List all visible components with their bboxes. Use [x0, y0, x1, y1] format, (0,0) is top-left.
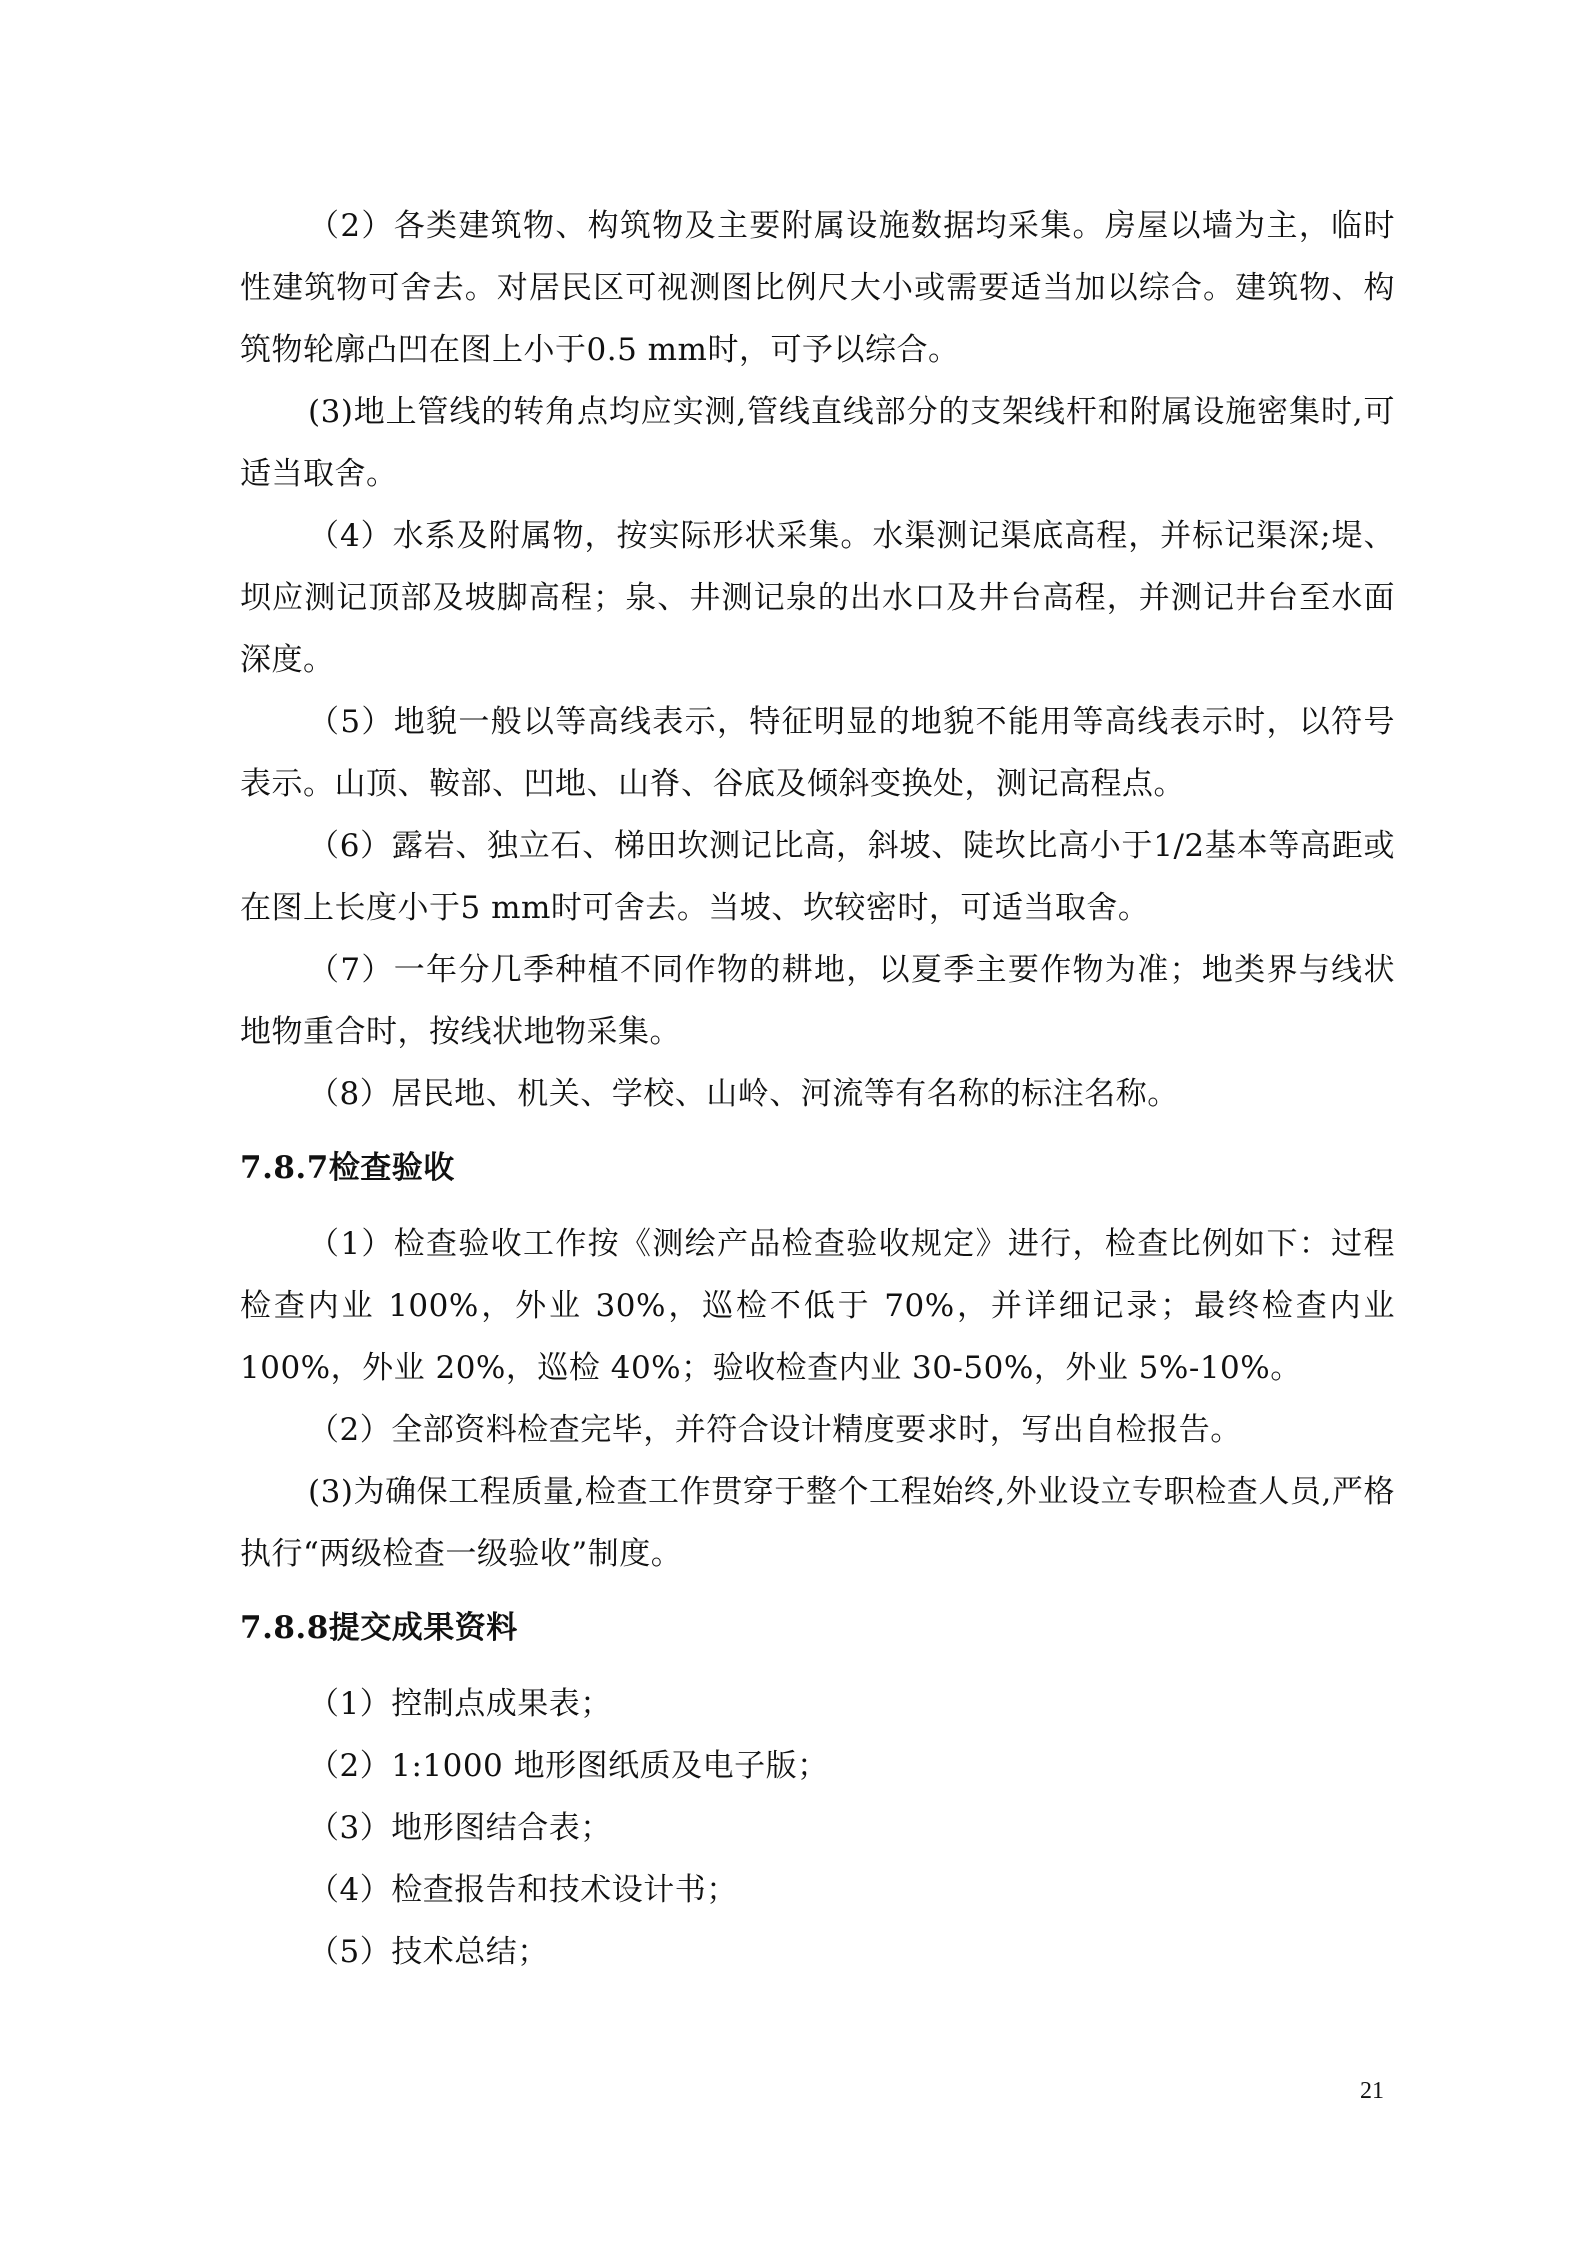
page-number: 21 — [1360, 2078, 1384, 2104]
deliverable-item-3: （3）地形图结合表； — [308, 1810, 612, 1846]
paragraph-item-2: （2）各类建筑物、构筑物及主要附属设施数据均采集。房屋以墙为主，临时性建筑物可舍去。对居民区可视测图比例尺大小或需要适当加以综合。建筑物、构筑物轮廓凸凹在图上小于0.5 mm时，可予以综合。 — [240, 208, 1395, 368]
deliverable-item-2: （2）1:1000 地形图纸质及电子版； — [308, 1748, 829, 1784]
paragraph-item-6: （6）露岩、独立石、梯田坎测记比高，斜坡、陡坎比高小于1/2基本等高距或在图上长度小于5 mm时可舍去。当坡、坎较密时，可适当取舍。 — [240, 828, 1395, 926]
paragraph-item-3: (3)地上管线的转角点均应实测,管线直线部分的支架线杆和附属设施密集时,可适当取舍。 — [240, 394, 1395, 492]
section-heading-787: 7.8.7检查验收 — [240, 1150, 455, 1186]
inspection-item-2: （2）全部资料检查完毕，并符合设计精度要求时，写出自检报告。 — [308, 1412, 1242, 1448]
page-content — [240, 195, 1395, 1983]
paragraph-item-7: （7）一年分几季种植不同作物的耕地，以夏季主要作物为准；地类界与线状地物重合时，按线状地物采集。 — [240, 952, 1395, 1050]
paragraph-item-4: （4）水系及附属物，按实际形状采集。水渠测记渠底高程，并标记渠深;堤、坝应测记顶部及坡脚高程；泉、井测记泉的出水口及井台高程，并测记井台至水面深度。 — [240, 518, 1395, 678]
deliverable-item-4: （4）检查报告和技术设计书； — [308, 1872, 738, 1908]
inspection-item-1: （1）检查验收工作按《测绘产品检查验收规定》进行，检查比例如下：过程检查内业 100%，外业 30%，巡检不低于 70%，并详细记录；最终检查内业 100%，外业 20%，巡检 40%；验收检查内业 30-50%，外业 5%-10%。 — [240, 1226, 1395, 1386]
deliverable-item-1: （1）控制点成果表； — [308, 1686, 612, 1722]
deliverable-item-5: （5）技术总结； — [308, 1934, 549, 1970]
section-heading-788: 7.8.8提交成果资料 — [240, 1610, 518, 1646]
paragraph-item-5: （5）地貌一般以等高线表示，特征明显的地貌不能用等高线表示时，以符号表示。山顶、鞍部、凹地、山脊、谷底及倾斜变换处，测记高程点。 — [240, 704, 1395, 802]
inspection-item-3: (3)为确保工程质量,检查工作贯穿于整个工程始终,外业设立专职检查人员,严格执行“两级检查一级验收”制度。 — [240, 1474, 1395, 1572]
paragraph-item-8: （8）居民地、机关、学校、山岭、河流等有名称的标注名称。 — [308, 1076, 1179, 1112]
